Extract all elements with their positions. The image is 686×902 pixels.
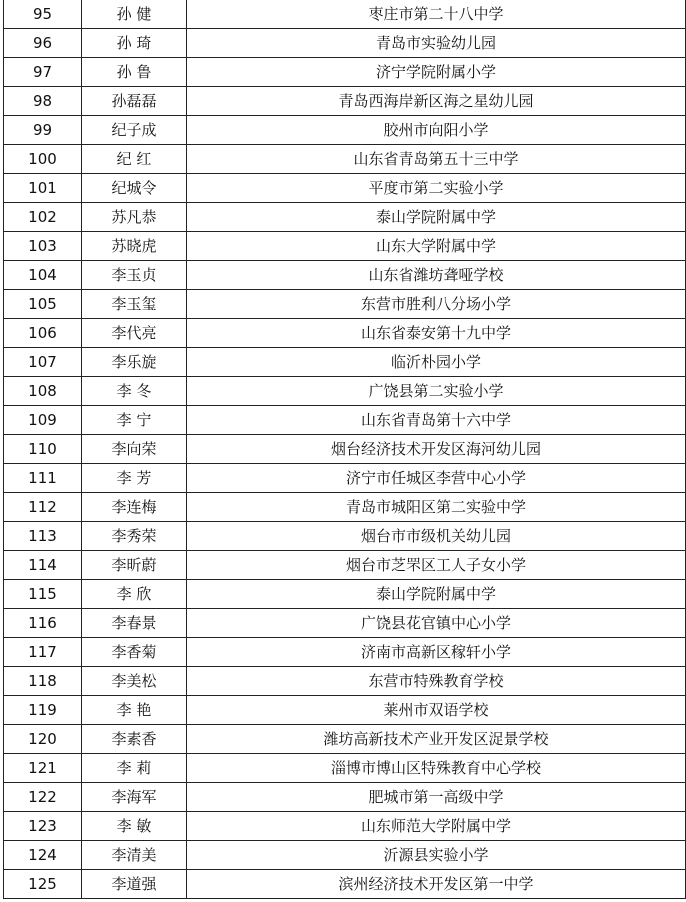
school-name-cell: 烟台经济技术开发区海河幼儿园 xyxy=(187,435,686,464)
table-row xyxy=(4,29,686,58)
table-row xyxy=(4,58,686,87)
teacher-name-cell: 李道强 xyxy=(82,870,187,899)
school-name-cell: 广饶县花官镇中心小学 xyxy=(187,609,686,638)
school-name-cell: 莱州市双语学校 xyxy=(187,696,686,725)
teacher-name-cell: 李 欣 xyxy=(82,580,187,609)
table-row xyxy=(4,261,686,290)
school-name-cell: 广饶县第二实验小学 xyxy=(187,377,686,406)
school-name-cell: 淄博市博山区特殊教育中心学校 xyxy=(187,754,686,783)
school-name-cell: 山东师范大学附属中学 xyxy=(187,812,686,841)
row-number-cell: 124 xyxy=(4,841,82,870)
table-row xyxy=(4,203,686,232)
school-name-cell: 青岛市实验幼儿园 xyxy=(187,29,686,58)
teacher-name-cell: 李秀荣 xyxy=(82,522,187,551)
teacher-name-cell: 李代亮 xyxy=(82,319,187,348)
teacher-name-cell: 李 敏 xyxy=(82,812,187,841)
table-row xyxy=(4,0,686,29)
school-name-cell: 济宁学院附属小学 xyxy=(187,58,686,87)
table-row xyxy=(4,696,686,725)
row-number-cell: 117 xyxy=(4,638,82,667)
school-name-cell: 肥城市第一高级中学 xyxy=(187,783,686,812)
teacher-name-cell: 李素香 xyxy=(82,725,187,754)
row-number-cell: 100 xyxy=(4,145,82,174)
teacher-name-cell: 李 芳 xyxy=(82,464,187,493)
row-number-cell: 125 xyxy=(4,870,82,899)
row-number-cell: 95 xyxy=(4,0,82,29)
row-number-cell: 104 xyxy=(4,261,82,290)
row-number-cell: 97 xyxy=(4,58,82,87)
school-name-cell: 泰山学院附属中学 xyxy=(187,580,686,609)
row-number-cell: 121 xyxy=(4,754,82,783)
teacher-name-cell: 纪子成 xyxy=(82,116,187,145)
table-row xyxy=(4,493,686,522)
teacher-name-cell: 纪 红 xyxy=(82,145,187,174)
school-name-cell: 滨州经济技术开发区第一中学 xyxy=(187,870,686,899)
table-row xyxy=(4,812,686,841)
teacher-name-cell: 李香菊 xyxy=(82,638,187,667)
school-name-cell: 济南市高新区稼轩小学 xyxy=(187,638,686,667)
table-row xyxy=(4,667,686,696)
row-number-cell: 119 xyxy=(4,696,82,725)
table-row xyxy=(4,319,686,348)
table-row xyxy=(4,580,686,609)
school-name-cell: 临沂朴园小学 xyxy=(187,348,686,377)
row-number-cell: 96 xyxy=(4,29,82,58)
table-row xyxy=(4,116,686,145)
row-number-cell: 108 xyxy=(4,377,82,406)
teacher-name-cell: 李 莉 xyxy=(82,754,187,783)
table-row xyxy=(4,174,686,203)
school-name-cell: 山东省青岛第五十三中学 xyxy=(187,145,686,174)
teacher-name-cell: 李向荣 xyxy=(82,435,187,464)
school-name-cell: 烟台市市级机关幼儿园 xyxy=(187,522,686,551)
table-row xyxy=(4,435,686,464)
row-number-cell: 115 xyxy=(4,580,82,609)
teacher-name-cell: 苏晓虎 xyxy=(82,232,187,261)
roster-table xyxy=(3,0,686,899)
teacher-name-cell: 李玉玺 xyxy=(82,290,187,319)
table-row xyxy=(4,290,686,319)
school-name-cell: 山东省青岛第十六中学 xyxy=(187,406,686,435)
row-number-cell: 109 xyxy=(4,406,82,435)
table-row xyxy=(4,145,686,174)
row-number-cell: 99 xyxy=(4,116,82,145)
teacher-name-cell: 李春景 xyxy=(82,609,187,638)
school-name-cell: 东营市特殊教育学校 xyxy=(187,667,686,696)
row-number-cell: 113 xyxy=(4,522,82,551)
school-name-cell: 潍坊高新技术产业开发区浞景学校 xyxy=(187,725,686,754)
row-number-cell: 122 xyxy=(4,783,82,812)
row-number-cell: 106 xyxy=(4,319,82,348)
teacher-name-cell: 李昕蔚 xyxy=(82,551,187,580)
school-name-cell: 青岛市城阳区第二实验中学 xyxy=(187,493,686,522)
row-number-cell: 110 xyxy=(4,435,82,464)
row-number-cell: 105 xyxy=(4,290,82,319)
row-number-cell: 107 xyxy=(4,348,82,377)
row-number-cell: 116 xyxy=(4,609,82,638)
row-number-cell: 123 xyxy=(4,812,82,841)
school-name-cell: 山东大学附属中学 xyxy=(187,232,686,261)
school-name-cell: 枣庄市第二十八中学 xyxy=(187,0,686,29)
school-name-cell: 烟台市芝罘区工人子女小学 xyxy=(187,551,686,580)
table-row xyxy=(4,841,686,870)
row-number-cell: 112 xyxy=(4,493,82,522)
teacher-name-cell: 李 艳 xyxy=(82,696,187,725)
school-name-cell: 山东省潍坊聋哑学校 xyxy=(187,261,686,290)
teacher-name-cell: 孙 鲁 xyxy=(82,58,187,87)
table-row xyxy=(4,609,686,638)
table-row xyxy=(4,725,686,754)
row-number-cell: 103 xyxy=(4,232,82,261)
row-number-cell: 114 xyxy=(4,551,82,580)
school-name-cell: 东营市胜利八分场小学 xyxy=(187,290,686,319)
table-row xyxy=(4,377,686,406)
teacher-name-cell: 纪城令 xyxy=(82,174,187,203)
teacher-name-cell: 李连梅 xyxy=(82,493,187,522)
school-name-cell: 青岛西海岸新区海之星幼儿园 xyxy=(187,87,686,116)
row-number-cell: 102 xyxy=(4,203,82,232)
teacher-name-cell: 李乐旋 xyxy=(82,348,187,377)
teacher-name-cell: 苏凡恭 xyxy=(82,203,187,232)
school-name-cell: 济宁市任城区李营中心小学 xyxy=(187,464,686,493)
teacher-name-cell: 李 宁 xyxy=(82,406,187,435)
table-row xyxy=(4,464,686,493)
table-row xyxy=(4,522,686,551)
table-row xyxy=(4,232,686,261)
school-name-cell: 泰山学院附属中学 xyxy=(187,203,686,232)
table-row xyxy=(4,783,686,812)
teacher-name-cell: 李清美 xyxy=(82,841,187,870)
roster-body xyxy=(4,0,686,899)
row-number-cell: 111 xyxy=(4,464,82,493)
table-row xyxy=(4,406,686,435)
teacher-name-cell: 孙 琦 xyxy=(82,29,187,58)
table-row xyxy=(4,348,686,377)
table-row xyxy=(4,638,686,667)
teacher-name-cell: 李玉贞 xyxy=(82,261,187,290)
row-number-cell: 120 xyxy=(4,725,82,754)
school-name-cell: 山东省泰安第十九中学 xyxy=(187,319,686,348)
row-number-cell: 101 xyxy=(4,174,82,203)
teacher-name-cell: 李海军 xyxy=(82,783,187,812)
teacher-name-cell: 李美松 xyxy=(82,667,187,696)
row-number-cell: 98 xyxy=(4,87,82,116)
table-row xyxy=(4,551,686,580)
table-row xyxy=(4,754,686,783)
row-number-cell: 118 xyxy=(4,667,82,696)
school-name-cell: 平度市第二实验小学 xyxy=(187,174,686,203)
school-name-cell: 胶州市向阳小学 xyxy=(187,116,686,145)
school-name-cell: 沂源县实验小学 xyxy=(187,841,686,870)
teacher-name-cell: 李 冬 xyxy=(82,377,187,406)
teacher-name-cell: 孙 健 xyxy=(82,0,187,29)
table-row xyxy=(4,87,686,116)
teacher-name-cell: 孙磊磊 xyxy=(82,87,187,116)
table-row xyxy=(4,870,686,899)
